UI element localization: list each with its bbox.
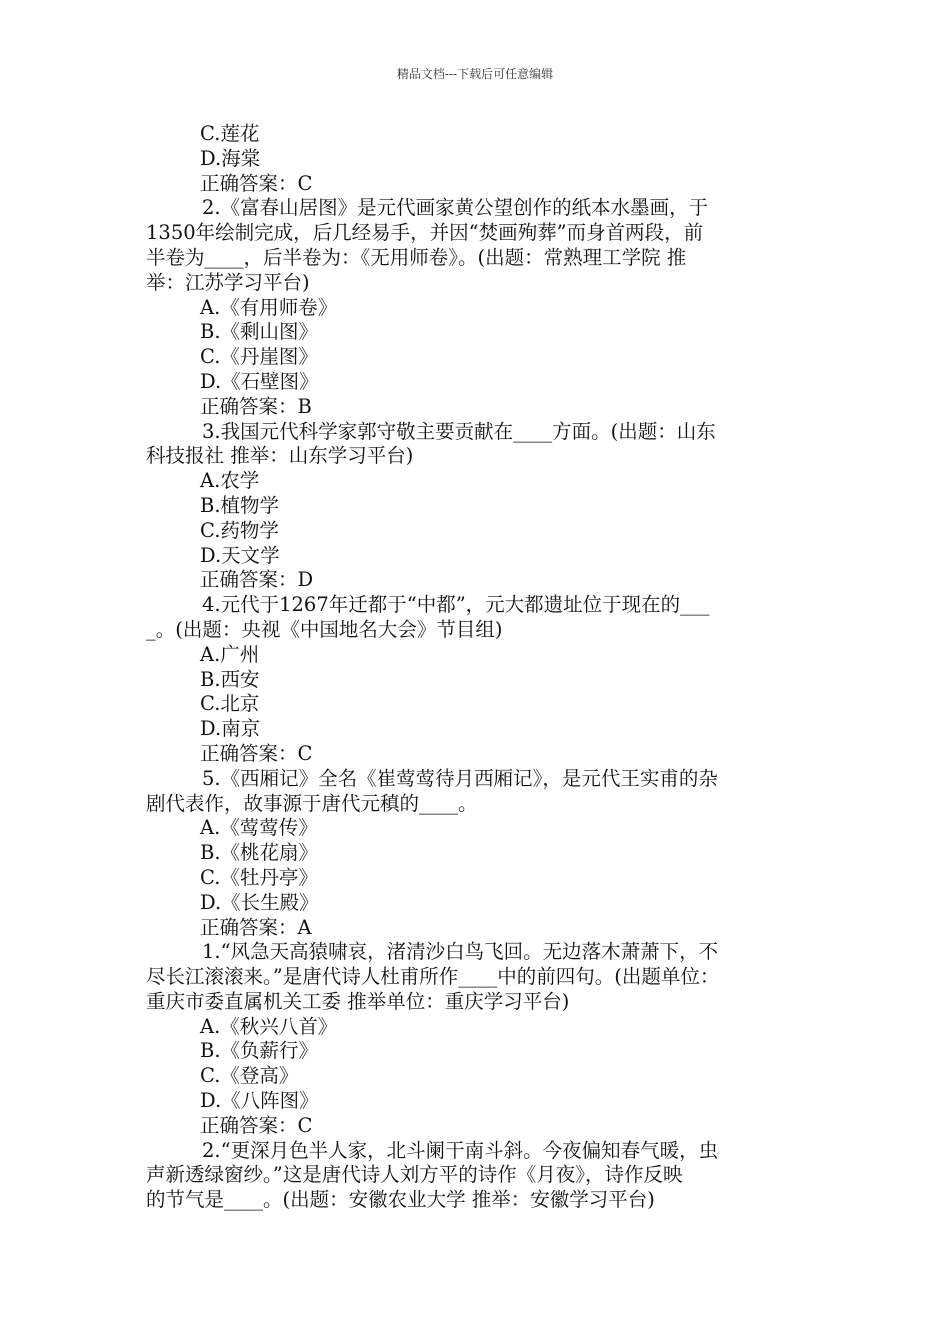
option-line: C.《丹崖图》: [200, 345, 318, 369]
question-line: 2.《富春山居图》是元代画家黄公望创作的纸本水墨画，于: [202, 196, 709, 220]
answer-line: 正确答案：C: [200, 741, 313, 765]
text-line: 半卷为____，后半卷为：《无用师卷》。(出题：常熟理工学院 推: [146, 245, 687, 269]
answer-line: 正确答案：B: [200, 394, 312, 418]
option-line: D.《石壁图》: [200, 369, 319, 393]
answer-line: 正确答案：C: [200, 171, 313, 195]
question-line: 5.《西厢记》全名《崔莺莺待月西厢记》，是元代王实甫的杂: [202, 766, 718, 790]
text-line: 的节气是____。(出题：安徽农业大学 推举：安徽学习平台): [146, 1188, 655, 1212]
question-line: 4.元代于1267年迁都于“中都”，元大都遗址位于现在的___: [202, 593, 710, 617]
text-line: 1350年绘制完成，后几经易手，并因“焚画殉葬”而身首两段，前: [146, 221, 704, 245]
option-line: D.《八阵图》: [200, 1089, 319, 1113]
question-line: 3.我国元代科学家郭守敬主要贡献在____方面。(出题：山东: [202, 419, 716, 443]
page-header: 精品文档---下载后可任意编辑: [396, 67, 554, 81]
option-line: C.《登高》: [200, 1064, 299, 1088]
text-line: _。(出题：央视《中国地名大会》节目组): [146, 617, 503, 641]
option-line: B.《负薪行》: [200, 1039, 319, 1063]
option-line: B.《剩山图》: [200, 320, 319, 344]
option-line: C.《牡丹亭》: [200, 865, 318, 889]
option-line: D.南京: [200, 717, 261, 741]
option-line: C.药物学: [200, 518, 279, 542]
option-line: C.莲花: [200, 122, 260, 145]
answer-line: 正确答案：A: [200, 915, 312, 939]
option-line: A.《有用师卷》: [200, 295, 338, 319]
question-line: 1.“风急天高猿啸哀，渚清沙白鸟飞回。无边落木萧萧下，不: [202, 940, 719, 964]
text-line: 声新透绿窗纱。”这是唐代诗人刘方平的诗作《月夜》，诗作反映: [146, 1163, 683, 1187]
text-line: 举：江苏学习平台): [146, 270, 310, 294]
option-line: B.西安: [200, 667, 260, 691]
question-line: 2.“更深月色半人家，北斗阑干南斗斜。今夜偏知春气暖，虫: [202, 1138, 719, 1162]
option-line: A.广州: [200, 642, 260, 666]
option-line: D.天文学: [200, 543, 280, 567]
option-line: A.《莺莺传》: [200, 816, 318, 840]
option-line: D.海棠: [200, 146, 261, 170]
answer-line: 正确答案：C: [200, 1113, 313, 1137]
text-line: 重庆市委直属机关工委 推举单位：重庆学习平台): [146, 989, 570, 1013]
text-line: 剧代表作，故事源于唐代元稹的____。: [146, 791, 478, 815]
text-line: 尽长江滚滚来。”是唐代诗人杜甫所作____中的前四句。(出题单位：: [146, 965, 720, 989]
option-line: B.《桃花扇》: [200, 841, 319, 865]
option-line: D.《长生殿》: [200, 890, 319, 914]
document-body: [146, 122, 822, 1213]
answer-line: 正确答案：D: [200, 568, 314, 592]
option-line: A.《秋兴八首》: [200, 1014, 338, 1038]
option-line: A.农学: [200, 469, 260, 493]
text-line: 科技报社 推举：山东学习平台): [146, 444, 414, 468]
option-line: C.北京: [200, 692, 260, 716]
option-line: B.植物学: [200, 493, 280, 517]
